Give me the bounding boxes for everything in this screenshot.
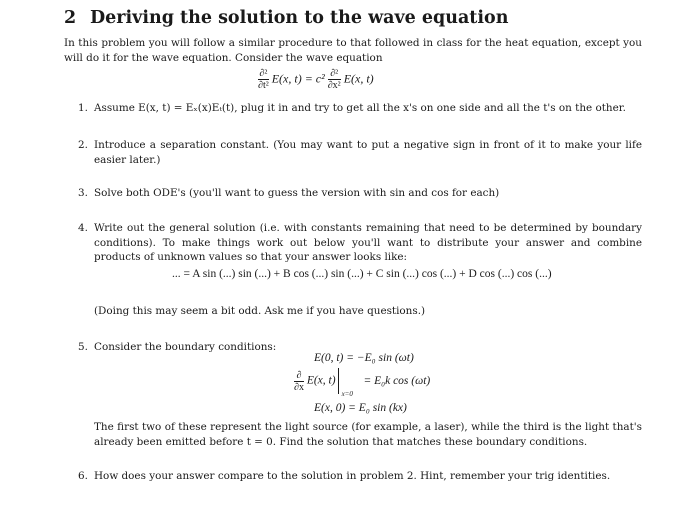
- d-dx-fraction: [294, 370, 304, 393]
- bc3-text: E(x, 0) = E₀ sin (kx): [314, 402, 407, 414]
- wave-rhs: E(x, t): [343, 71, 374, 86]
- evaluation-subscript: x=0: [341, 390, 353, 398]
- fraction-numerator: ∂²: [259, 68, 268, 79]
- bc1-text: E(0, t) = −E₀ sin (ωt): [314, 352, 414, 364]
- d2-dx2-fraction: [328, 68, 341, 91]
- item5-note: The first two of these represent the light source (for example, a laser), while the third is the light that's already been emitted before t = 0. Find the solution that matches these boundary conditions.: [94, 421, 642, 448]
- boundary-condition-1: [314, 352, 414, 364]
- item4-note: (Doing this may seem a bit odd. Ask me if you have questions.): [94, 305, 426, 317]
- fraction-numerator: ∂: [294, 370, 304, 382]
- item-number: 1.: [78, 102, 88, 114]
- boundary-condition-3: [314, 402, 407, 414]
- list-item: [78, 101, 642, 116]
- bc2-func: E(x, t): [306, 374, 336, 387]
- intro-paragraph: In this problem you will follow a similar procedure to that followed in class for the heat equation, except you will do it for the wave equation. Consider the wave equation: [64, 37, 642, 64]
- fraction-denominator: ∂t²: [258, 80, 269, 91]
- bc2-rhs: = E₀k cos (ωt): [363, 374, 431, 387]
- item-number: 6.: [78, 470, 88, 482]
- wave-equation: [258, 68, 374, 91]
- item-text: Introduce a separation constant. (You may want to put a negative sign in front of it to make your life easier later.): [94, 139, 642, 166]
- item-text: Assume E(x, t) = Eₓ(x)Eₜ(t), plug it in and try to get all the x's on one side and all the t's on the other.: [94, 102, 626, 114]
- section-title: [64, 8, 508, 28]
- list-item: [78, 186, 642, 201]
- d2-dt2-fraction: [258, 68, 269, 91]
- general-solution-form: ... = A sin (...) sin (...) + B cos (...) sin (...) + C sin (...) cos (...) + D cos (...) cos (...): [172, 268, 552, 280]
- boundary-condition-2: [294, 368, 431, 398]
- item-text: Consider the boundary conditions:: [94, 341, 277, 353]
- item-number: 2.: [78, 139, 88, 151]
- item-number: 4.: [78, 222, 88, 234]
- fraction-numerator: ∂²: [328, 68, 341, 80]
- list-item: [78, 221, 642, 265]
- fraction-denominator: ∂x²: [327, 80, 341, 91]
- item-number: 3.: [78, 187, 88, 199]
- list-item: [78, 469, 642, 484]
- item-text: How does your answer compare to the solution in problem 2. Hint, remember your trig identities.: [94, 470, 611, 482]
- item-text: Solve both ODE's (you'll want to guess the version with sin and cos for each): [94, 187, 500, 199]
- evaluation-bar: [338, 368, 353, 398]
- item-number: 5.: [78, 341, 88, 353]
- wave-lhs: E(x, t) = c²: [271, 71, 325, 86]
- list-item: [78, 138, 642, 167]
- section-number: 2: [64, 8, 77, 28]
- fraction-denominator: ∂x: [294, 381, 304, 393]
- section-title-text: Deriving the solution to the wave equation: [90, 8, 509, 28]
- item-text: Write out the general solution (i.e. with constants remaining that need to be determined by boundary conditions). To make things work out below you'll want to distribute your answer and combine products of unknown values so that your answer looks like:: [94, 222, 642, 263]
